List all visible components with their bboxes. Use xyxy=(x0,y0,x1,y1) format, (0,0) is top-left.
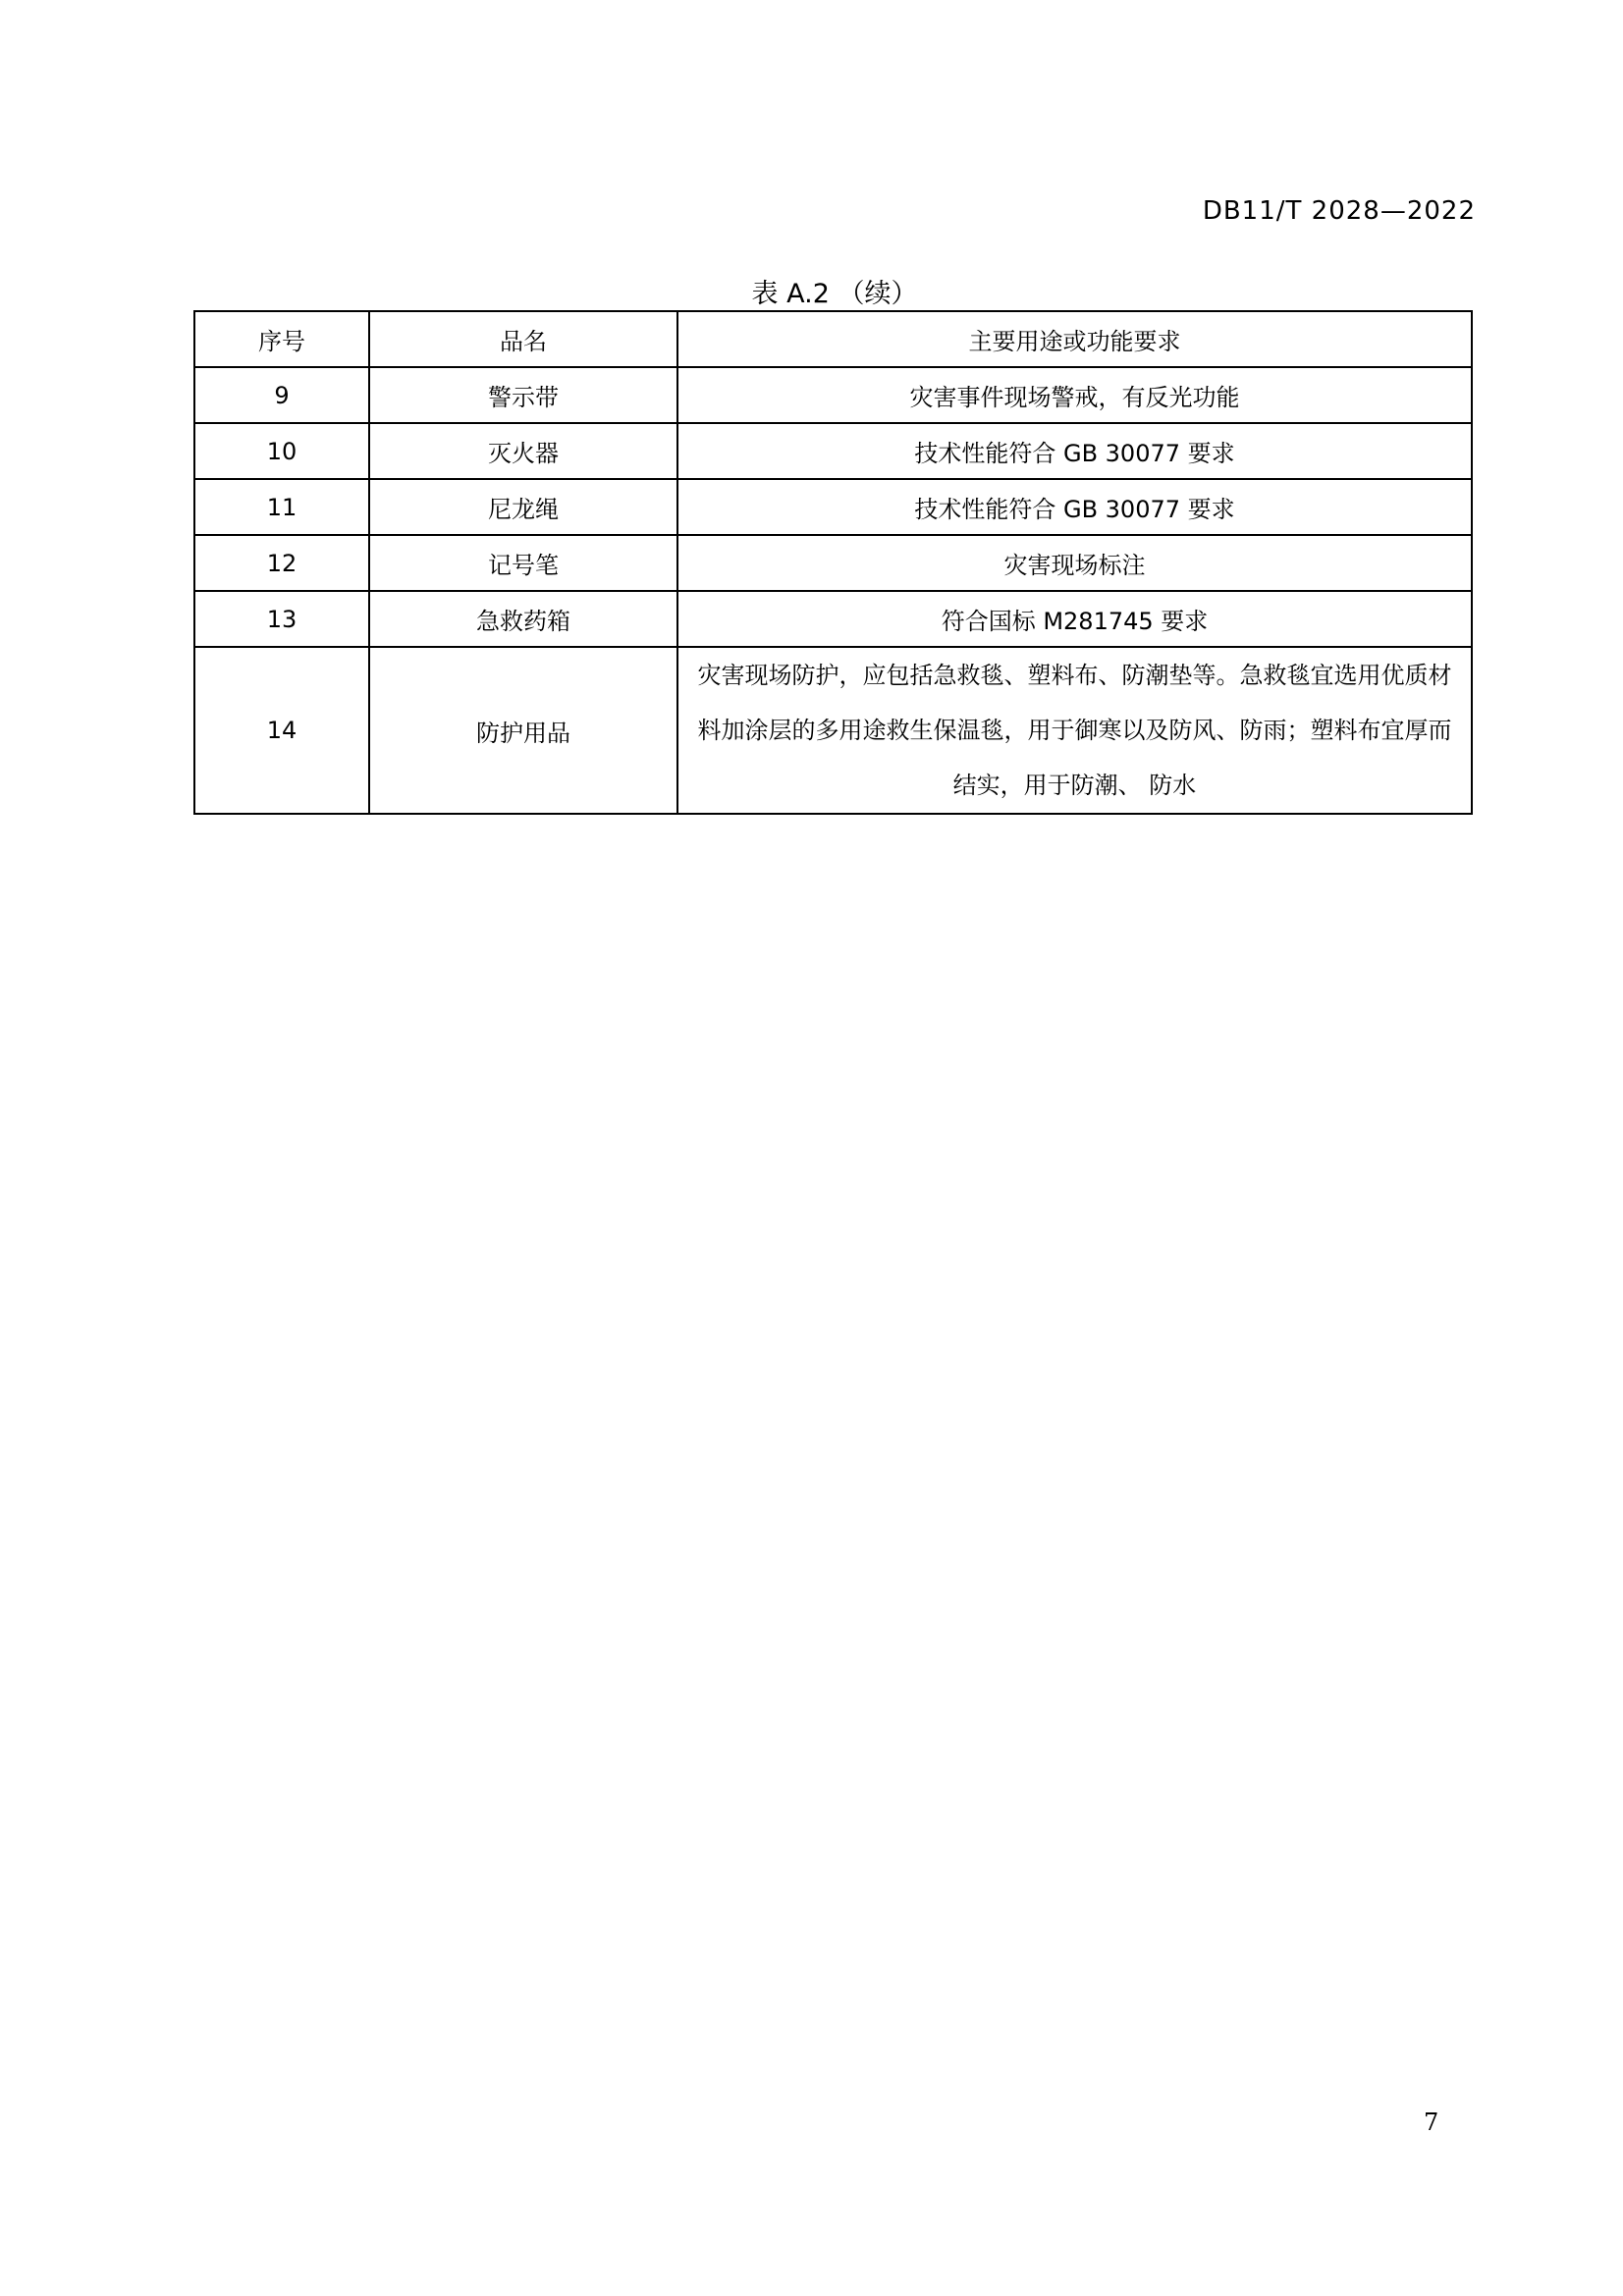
table-caption: 表 A.2 （续） xyxy=(751,279,918,309)
column-header-description: 主要用途或功能要求 xyxy=(677,311,1472,367)
cell-description: 技术性能符合 GB 30077 要求 xyxy=(677,423,1472,479)
table-row xyxy=(194,591,1472,647)
table-header-row xyxy=(194,311,1472,367)
table-body xyxy=(194,367,1472,814)
cell-name: 灭火器 xyxy=(369,423,677,479)
column-header-name: 品名 xyxy=(369,311,677,367)
table-row xyxy=(194,367,1472,423)
table-row xyxy=(194,423,1472,479)
cell-name: 警示带 xyxy=(369,367,677,423)
cell-description: 灾害现场标注 xyxy=(677,535,1472,591)
cell-number: 10 xyxy=(194,423,369,479)
cell-name: 防护用品 xyxy=(369,647,677,814)
column-header-number: 序号 xyxy=(194,311,369,367)
cell-number: 9 xyxy=(194,367,369,423)
equipment-table xyxy=(193,310,1473,815)
cell-number: 14 xyxy=(194,647,369,814)
cell-number: 11 xyxy=(194,479,369,535)
table-row xyxy=(194,479,1472,535)
document-code: DB11/T 2028—2022 xyxy=(1202,196,1476,226)
table-row xyxy=(194,647,1472,814)
cell-name: 记号笔 xyxy=(369,535,677,591)
cell-number: 12 xyxy=(194,535,369,591)
table-header xyxy=(194,311,1472,367)
cell-description: 灾害事件现场警戒，有反光功能 xyxy=(677,367,1472,423)
page-number: 7 xyxy=(1424,2109,1439,2136)
cell-number: 13 xyxy=(194,591,369,647)
cell-description: 灾害现场防护，应包括急救毯、塑料布、防潮垫等。急救毯宜选用优质材料加涂层的多用途救生保温毯，用于御寒以及防风、防雨；塑料布宜厚而结实，用于防潮、 防水 xyxy=(677,647,1472,814)
table-row xyxy=(194,535,1472,591)
cell-description: 符合国标 M281745 要求 xyxy=(677,591,1472,647)
cell-name: 急救药箱 xyxy=(369,591,677,647)
cell-name: 尼龙绳 xyxy=(369,479,677,535)
cell-description: 技术性能符合 GB 30077 要求 xyxy=(677,479,1472,535)
